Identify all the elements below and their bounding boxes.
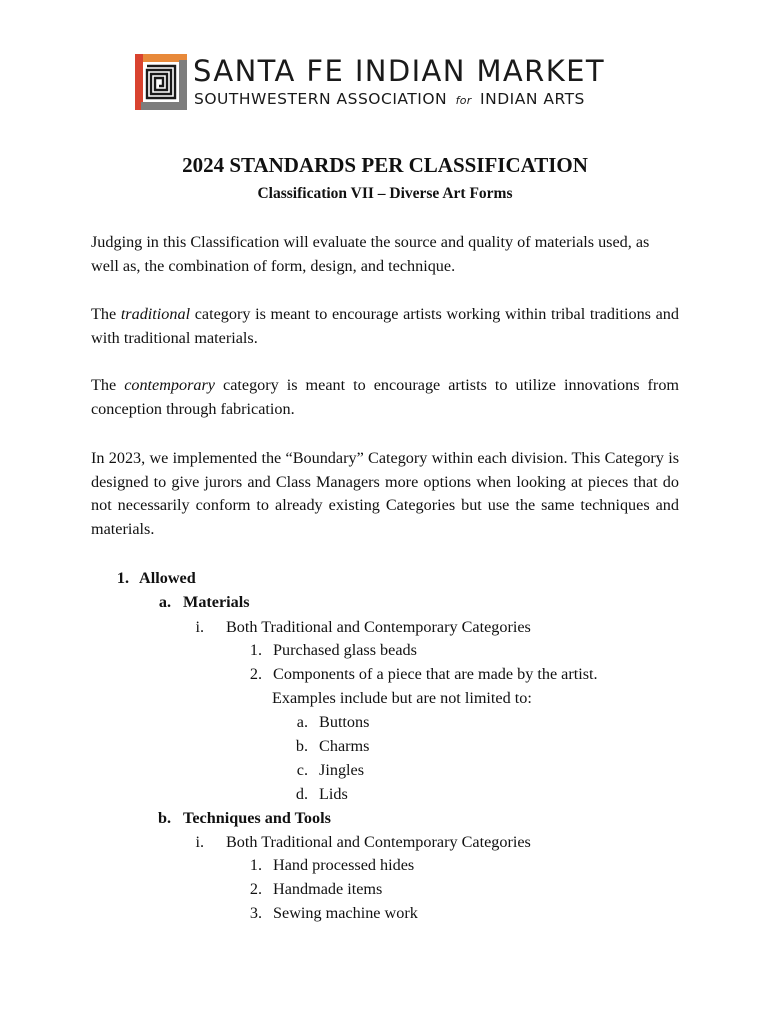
list-text: Charms <box>319 737 370 755</box>
traditional-paragraph <box>91 303 679 350</box>
page-subtitle: Classification VII – Diverse Art Forms <box>257 185 513 202</box>
outline-label: Allowed <box>139 569 196 587</box>
list-number: 1. <box>249 856 262 874</box>
list-item <box>248 878 382 901</box>
list-letter: c. <box>296 761 308 779</box>
list-text: Lids <box>319 785 348 803</box>
list-text: Sewing machine work <box>273 904 418 922</box>
org-sub-for: for <box>455 94 472 107</box>
outline-item-materials <box>157 591 250 614</box>
outline-item-techniques-categories <box>190 831 531 854</box>
outline-roman: i. <box>195 618 204 636</box>
outline-item-techniques <box>157 807 331 830</box>
outline-letter: b. <box>157 809 171 827</box>
list-item <box>248 663 598 686</box>
list-number: 2. <box>249 880 262 898</box>
intro-paragraph: Judging in this Classification will evaluate the source and quality of materials used, as well as, the combination of form, design, and technique. <box>91 233 650 275</box>
p2-before: The <box>91 305 121 323</box>
list-item <box>248 854 414 877</box>
org-name: SANTA FE INDIAN MARKET <box>193 54 605 88</box>
list-item-continuation: Examples include but are not limited to: <box>272 689 532 707</box>
p3-after: category is meant to encourage artists to utilize innovations from conception through fabrication. <box>91 376 679 418</box>
boundary-paragraph: In 2023, we implemented the “Boundary” Category within each division. This Category is designed to give jurors and Class Managers more options when looking at pieces that do not necessarily conform to already existing Categories but use the same techniques and materials. <box>91 449 679 538</box>
list-item <box>248 639 417 662</box>
list-letter: b. <box>295 737 308 755</box>
p2-emphasis: traditional <box>120 305 191 323</box>
page-title: 2024 STANDARDS PER CLASSIFICATION <box>182 153 588 177</box>
outline-item-materials-categories <box>190 616 531 639</box>
list-text: Purchased glass beads <box>273 641 417 659</box>
org-subtitle <box>194 90 585 110</box>
list-letter: a. <box>296 713 308 731</box>
list-item <box>248 902 418 925</box>
list-text: Jingles <box>319 761 365 779</box>
contemporary-paragraph <box>91 374 679 421</box>
outline-roman: i. <box>195 833 204 851</box>
outline-item-allowed <box>111 567 196 590</box>
outline-label: Both Traditional and Contemporary Categories <box>226 833 531 851</box>
list-letter: d. <box>295 785 308 803</box>
org-logo <box>135 54 645 110</box>
spiral-logo-icon <box>135 54 187 110</box>
outline-label: Materials <box>183 593 250 611</box>
org-sub-part2: INDIAN ARTS <box>480 90 585 108</box>
list-number: 2. <box>249 665 262 683</box>
org-sub-part1: SOUTHWESTERN ASSOCIATION <box>194 90 448 108</box>
list-text: Components of a piece that are made by the artist. <box>273 665 598 683</box>
list-item <box>294 783 348 806</box>
list-item <box>294 759 364 782</box>
p3-emphasis: contemporary <box>124 376 215 394</box>
p2-after: category is meant to encourage artists working within tribal traditions and with traditional materials. <box>91 305 679 347</box>
outline-number: 1. <box>116 569 129 587</box>
list-number: 1. <box>249 641 262 659</box>
p3-before: The <box>91 376 125 394</box>
outline-letter: a. <box>158 593 171 611</box>
list-text: Handmade items <box>273 880 383 898</box>
list-number: 3. <box>249 904 262 922</box>
list-item <box>294 735 369 758</box>
list-text: Hand processed hides <box>273 856 415 874</box>
outline-label: Techniques and Tools <box>183 809 331 827</box>
list-item <box>294 711 369 734</box>
list-text: Buttons <box>319 713 370 731</box>
outline-label: Both Traditional and Contemporary Categories <box>226 618 531 636</box>
